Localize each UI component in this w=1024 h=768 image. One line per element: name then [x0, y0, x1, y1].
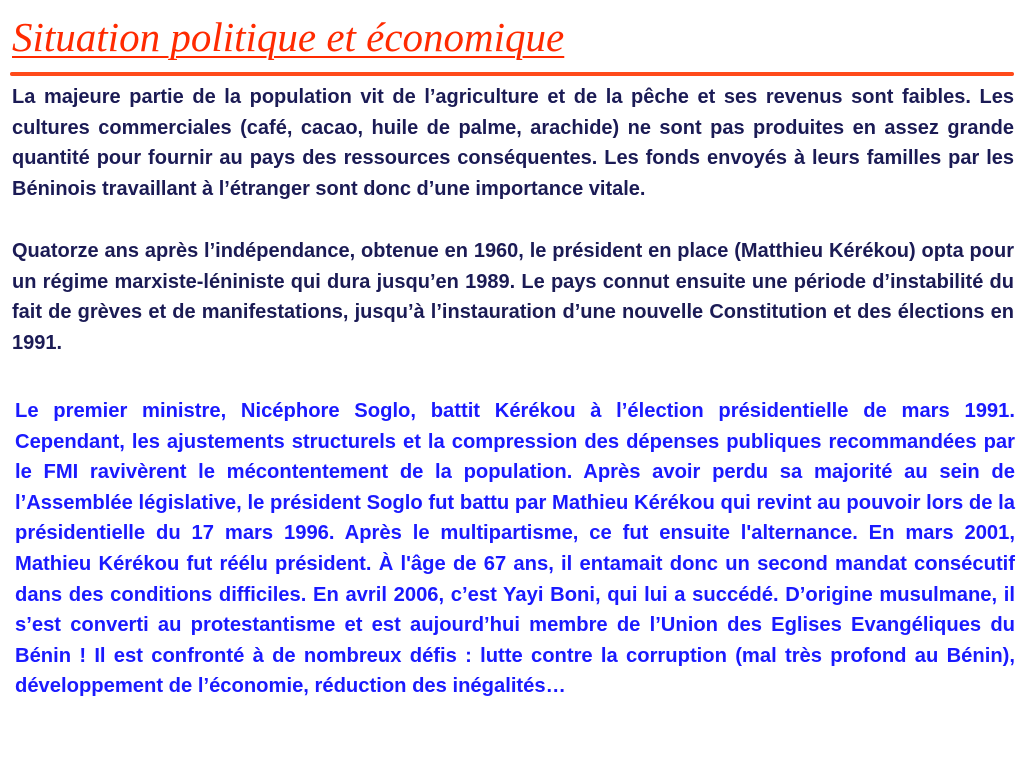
paragraph-economy: La majeure partie de la population vit de l’agriculture et de la pêche et ses revenus sont faibles. Les cultures commerciales (café, cacao, huile de palme, arachide) ne sont pas produites en assez grande quantité pour fournir au pays des ressources conséquentes. Les fonds envoyés à leurs familles par les Béninois travaillant à l’étranger sont donc d’une importance vitale.: [12, 86, 1014, 200]
slide-title: Situation politique et économique: [12, 14, 565, 60]
paragraph-independence: Quatorze ans après l’indépendance, obtenue en 1960, le président en place (Matthieu Kérékou) opta pour un régime marxiste-léniniste qui dura jusqu’en 1989. Le pays connut ensuite une période d’instabilité du fait de grèves et de manifestations, jusqu’à l’instauration d’une nouvelle Constitution et des élections en 1991.: [12, 240, 1014, 354]
title-divider: [10, 72, 1014, 76]
paragraph-politics: Le premier ministre, Nicéphore Soglo, battit Kérékou à l’élection présidentielle de mars 1991. Cependant, les ajustements structurels et la compression des dépenses publiques recommandées par le FMI ravivèrent le mécontentement de la population. Après avoir perdu sa majorité au sein de l’Assemblée législative, le président Soglo fut battu par Mathieu Kérékou qui revint au pouvoir lors de la présidentielle du 17 mars 1996. Après le multipartisme, ce fut ensuite l'alternance. En mars 2001, Mathieu Kérékou fut réélu président. À l'âge de 67 ans, il entamait donc un second mandat consécutif dans des conditions difficiles. En avril 2006, c’est Yayi Boni, qui lui a succédé. D’origine musulmane, il s’est converti au protestantisme et est aujourd’hui membre de l’Union des Eglises Evangéliques du Bénin ! Il est confronté à de nombreux défis : lutte contre la corruption (mal très profond au Bénin), développement de l’économie, réduction des inégalités…: [15, 400, 1015, 698]
